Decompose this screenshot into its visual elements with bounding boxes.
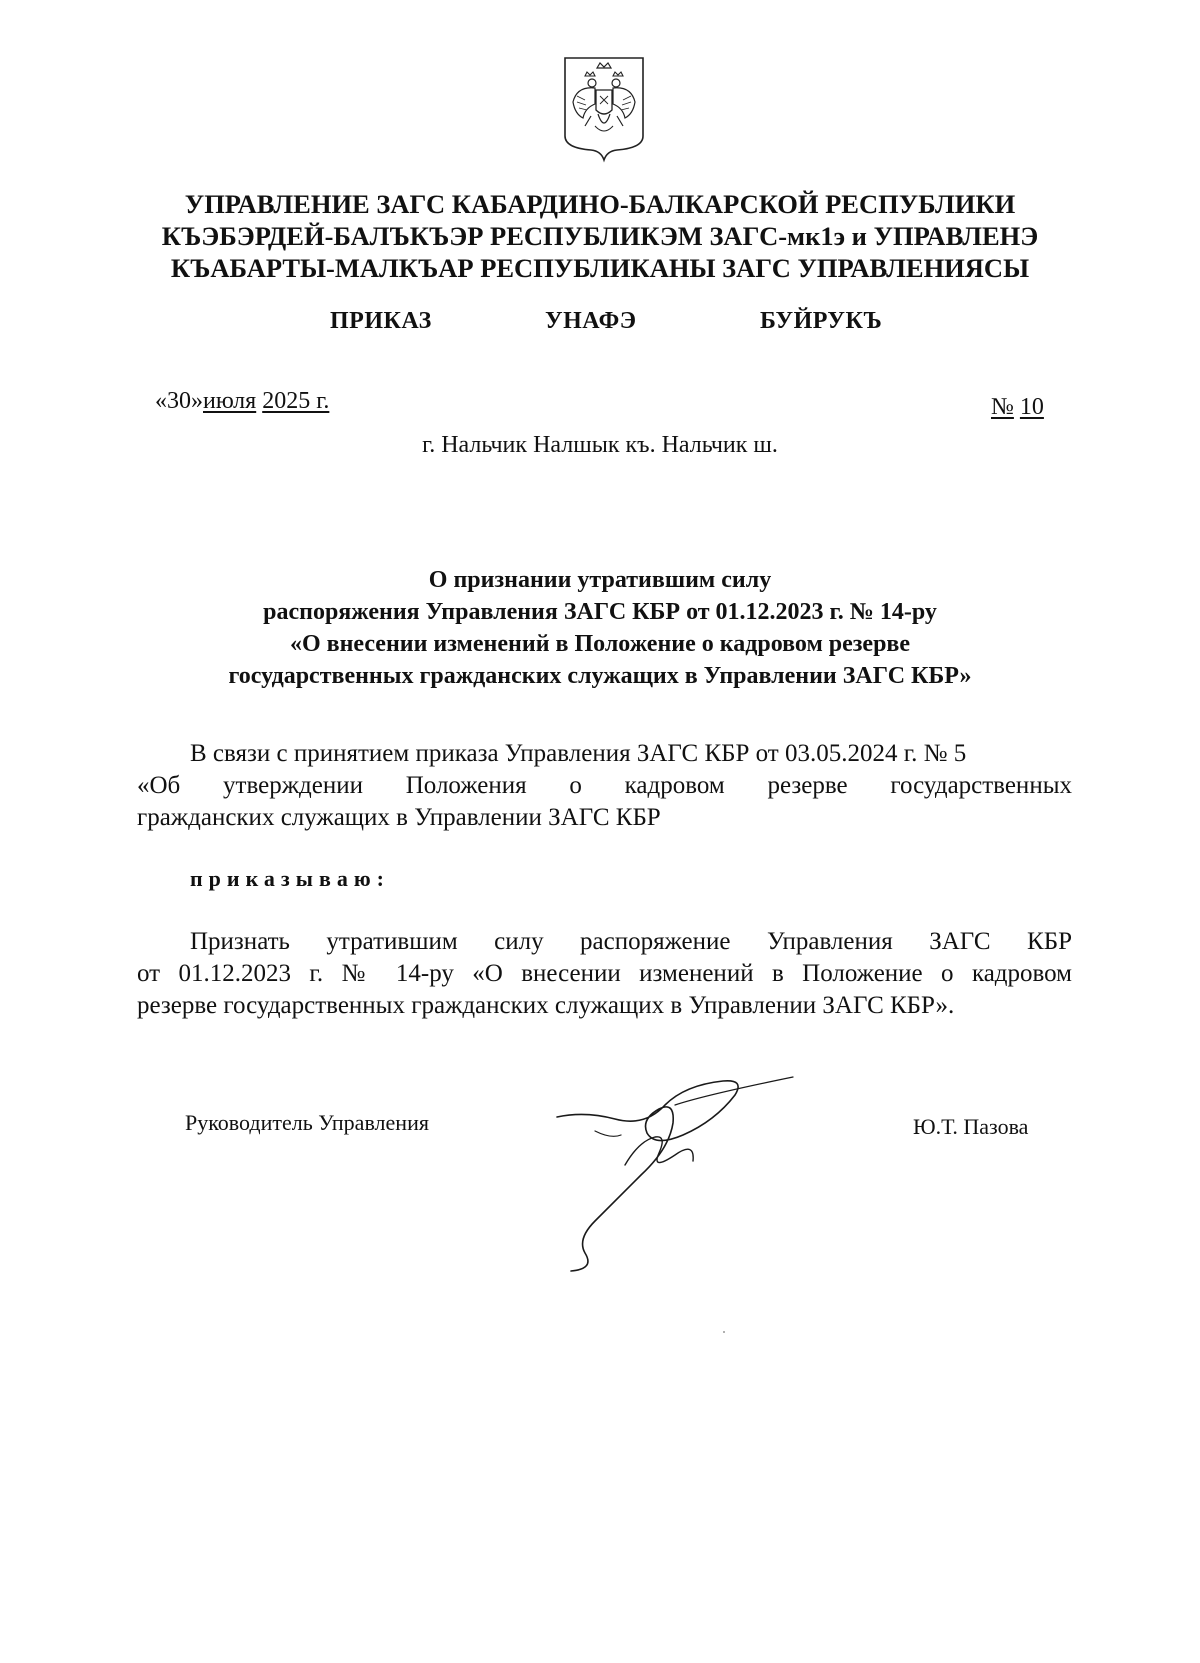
- paragraph-2-line-2: от 01.12.2023 г. № 14-ру «О внесении изменений в Положение о кадровом: [137, 960, 1072, 987]
- order-title-balkar: БУЙРУКЪ: [760, 308, 883, 334]
- scan-speck: [723, 1331, 725, 1333]
- date-year: 2025 г.: [262, 388, 330, 414]
- order-date: [155, 388, 329, 415]
- signatory-position: Руководитель Управления: [185, 1110, 429, 1135]
- order-title-russian: ПРИКАЗ: [330, 308, 432, 334]
- number-prefix: №: [991, 394, 1014, 420]
- order-word: приказываю:: [190, 866, 390, 891]
- signatory-name: Ю.Т. Пазова: [913, 1114, 1029, 1139]
- org-name-line-3: КЪАБАРТЫ-МАЛКЪАР РЕСПУБЛИКАНЫ ЗАГС УПРАВЛЕНИЯСЫ: [170, 253, 1030, 283]
- paragraph-1-line-3: гражданских служащих в Управлении ЗАГС КБР: [137, 804, 661, 831]
- subject-line-2: распоряжения Управления ЗАГС КБР от 01.12.2023 г. № 14-ру: [263, 599, 937, 625]
- org-name-line-2: КЪЭБЭРДЕЙ-БАЛЪКЪЭР РЕСПУБЛИКЭМ ЗАГС-мк1э и УПРАВЛЕНЭ: [161, 221, 1039, 251]
- paragraph-2-line-3: резерве государственных гражданских служащих в Управлении ЗАГС КБР».: [137, 992, 955, 1019]
- coat-of-arms-icon: [555, 52, 653, 164]
- order-title-kabardian: УНАФЭ: [545, 308, 637, 334]
- org-name-line-1: УПРАВЛЕНИЕ ЗАГС КАБАРДИНО-БАЛКАРСКОЙ РЕСПУБЛИКИ: [184, 189, 1016, 219]
- paragraph-2-line-1: Признать утратившим силу распоряжение Управления ЗАГС КБР: [190, 928, 1072, 955]
- order-number: [991, 394, 1044, 421]
- paragraph-1-line-1: В связи с принятием приказа Управления ЗАГС КБР от 03.05.2024 г. № 5: [190, 740, 967, 767]
- subject-line-3: «О внесении изменений в Положение о кадровом резерве: [289, 631, 911, 657]
- number-value: 10: [1019, 394, 1044, 420]
- city-line: г. Нальчик Налшык къ. Нальчик ш.: [422, 432, 778, 458]
- paragraph-1-line-2: «Об утверждении Положения о кадровом резерве государственных: [137, 772, 1072, 799]
- date-day: «30»: [155, 388, 203, 414]
- subject-line-1: О признании утратившим силу: [428, 567, 772, 593]
- date-month: июля: [203, 388, 257, 414]
- handwritten-signature-icon: [555, 1075, 795, 1275]
- subject-line-4: государственных гражданских служащих в Управлении ЗАГС КБР»: [228, 663, 972, 689]
